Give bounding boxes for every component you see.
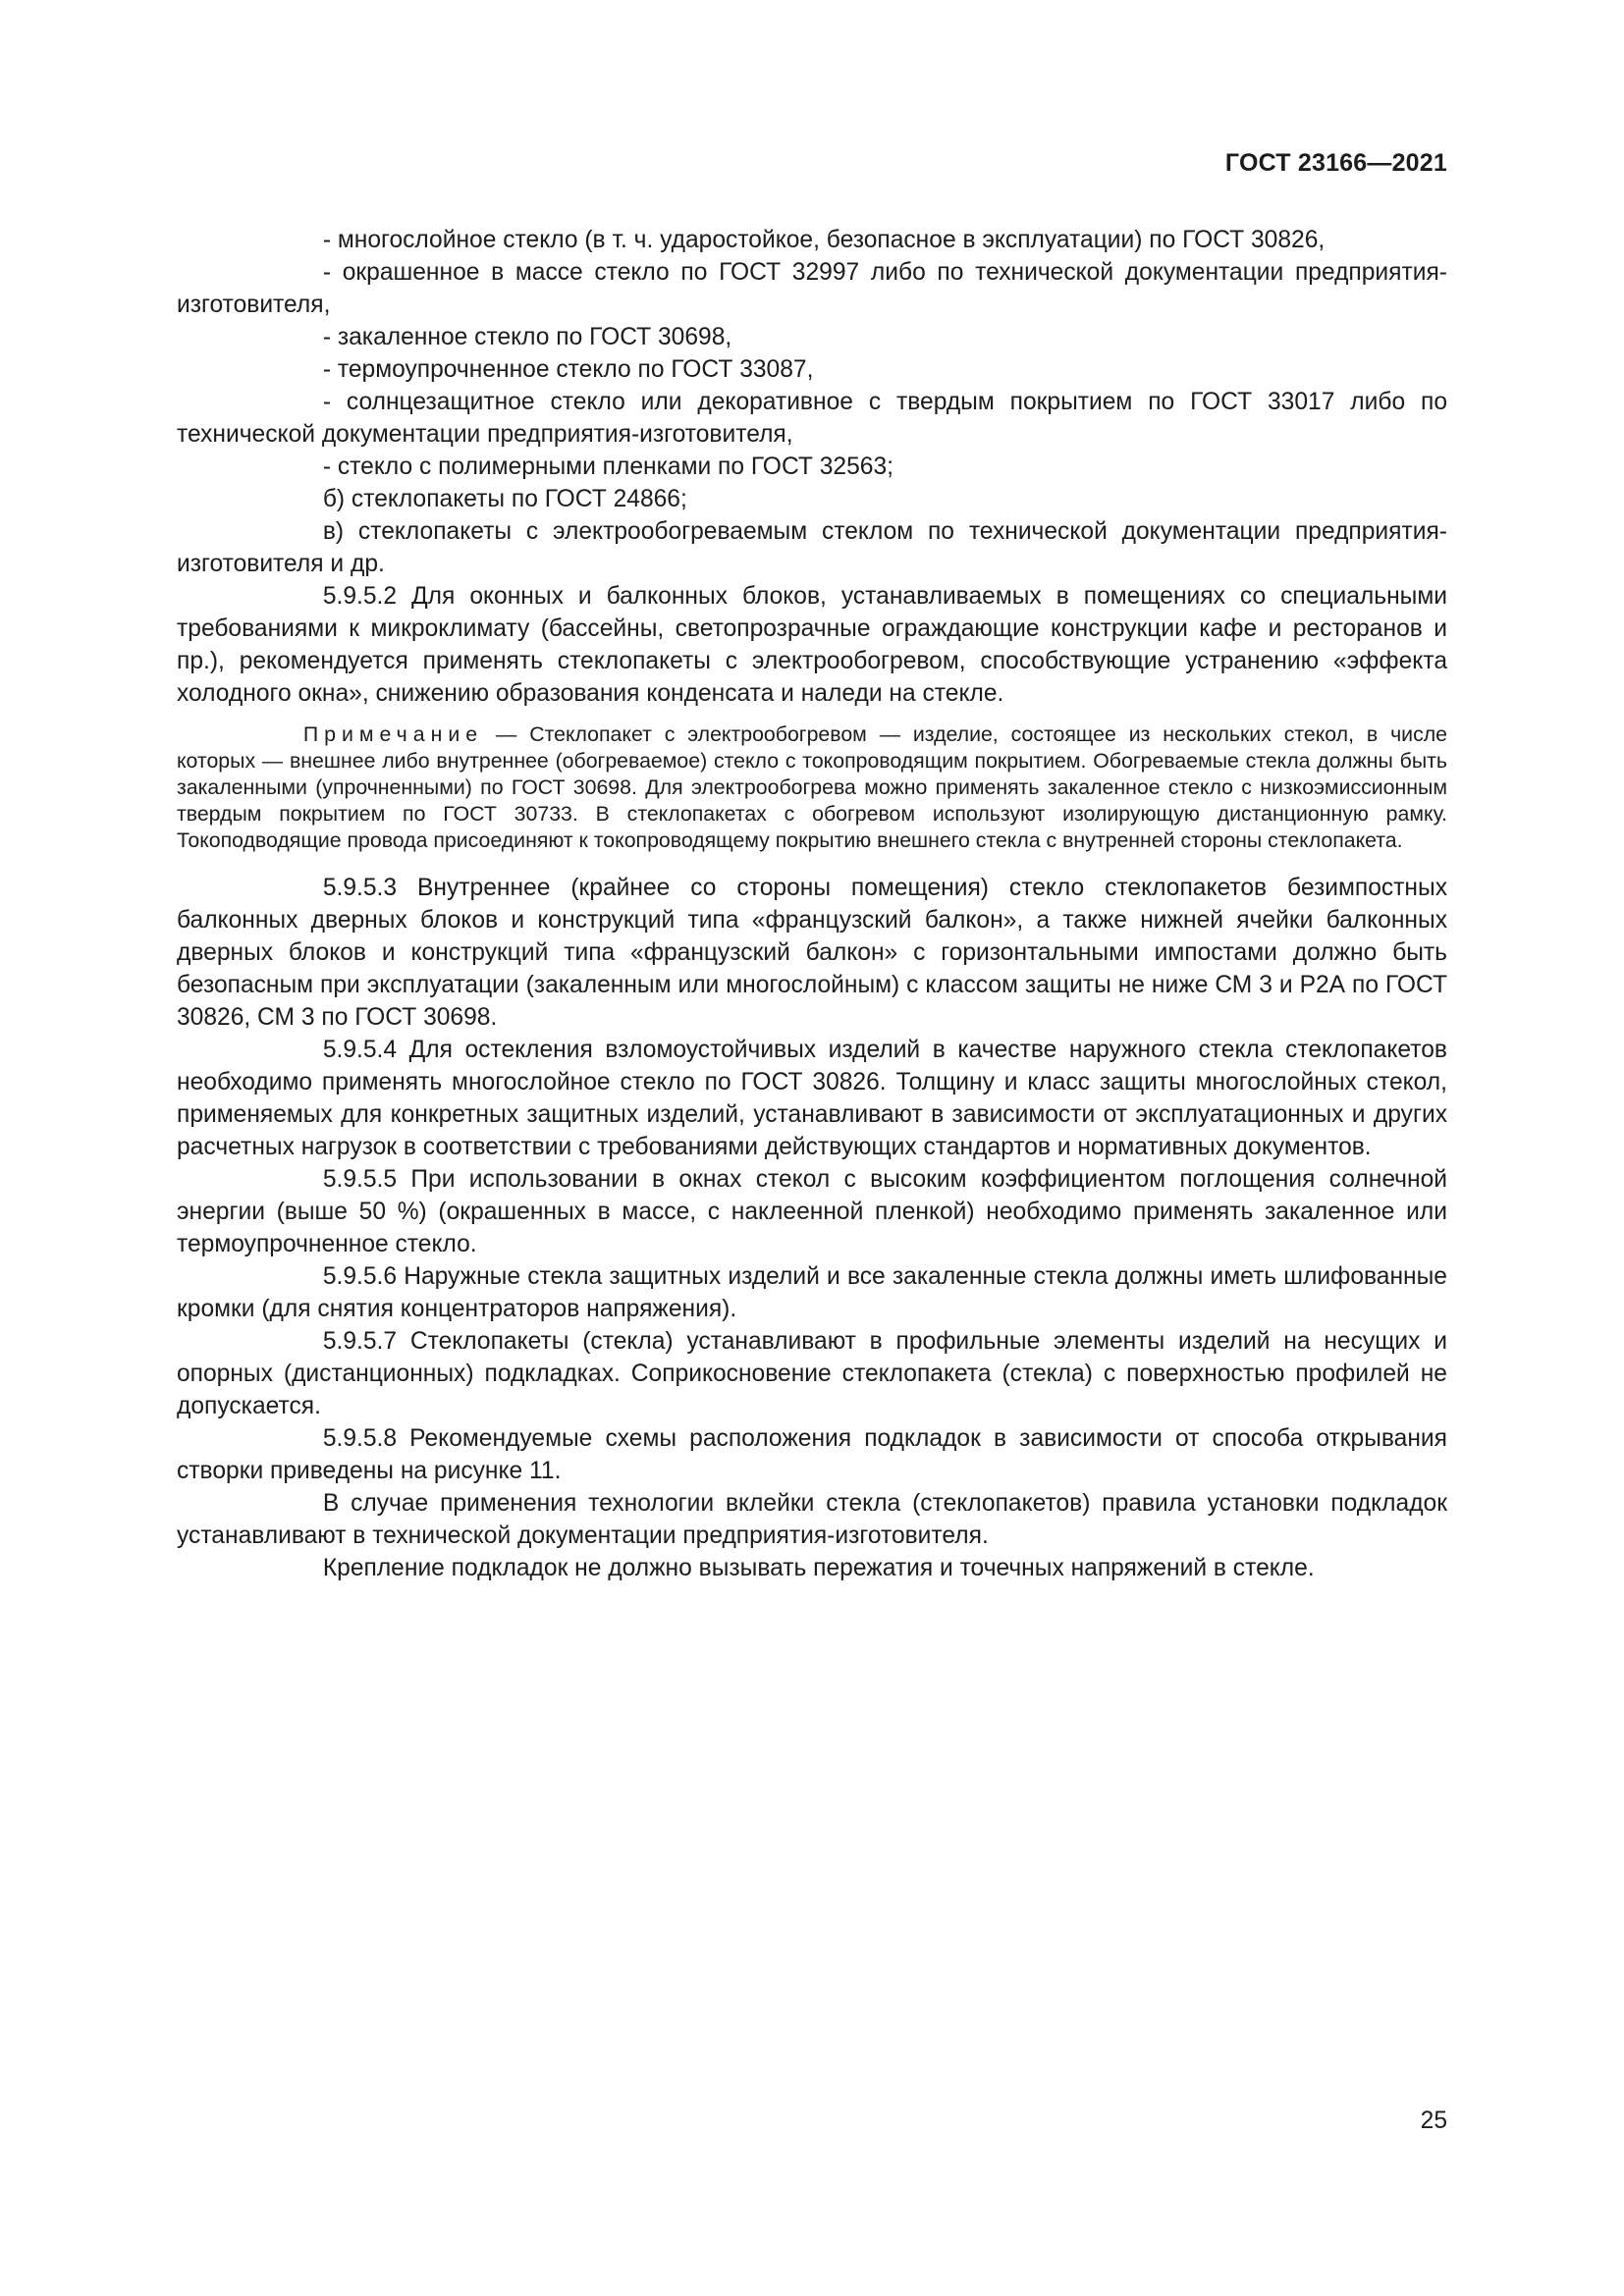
clause-5-9-5-6: 5.9.5.6 Наружные стекла защитных изделий и все закаленные стекла должны иметь шлифованные кромки (для снятия концентраторов напряжения). (177, 1263, 1447, 1322)
clause-5-9-5-3: 5.9.5.3 Внутреннее (крайнее со стороны помещения) стекло стеклопакетов безимпостных балконных дверных блоков и конструкций типа «французский балкон», а также нижней ячейки балконных дверных блоков и конструкций типа «французский балкон» с горизонтальными импостами должно быть безопасным при эксплуатации (закаленным или многослойным) с классом защиты не ниже СМ 3 и Р2А по ГОСТ 30826, СМ 3 по ГОСТ 30698. (177, 875, 1447, 1031)
clause-5-9-5-5: 5.9.5.5 При использовании в окнах стекол с высоким коэффициентом поглощения солнечной энергии (выше 50 %) (окрашенных в массе, с наклеенной пленкой) необходимо применять закаленное или термоупрочненное стекло. (177, 1166, 1447, 1257)
note-text: — Стеклопакет с электрообогревом — изделие, состоящее из нескольких стекол, в числе которых — внешнее либо внутреннее (обогреваемое) стекло с токопроводящим покрытием. Обогреваемые стекла должны быть закаленными (упрочненными) по ГОСТ 30698. Для электрообогрева можно применять закаленное стекло с низкоэмиссионным твердым покрытием по ГОСТ 30733. В стеклопакетах с обогревом используют изолирующую дистанционную рамку. Токоподводящие провода присоединяют к токопроводящему покрытию внешнего стекла с внутренней стороны стеклопакета. (177, 722, 1448, 852)
document-header: ГОСТ 23166—2021 (1224, 149, 1447, 177)
document-body (177, 224, 1447, 1584)
list-item-heat-strengthened-glass: - термоупрочненное стекло по ГОСТ 33087, (322, 356, 814, 383)
list-item-heated-glass-units: в) стеклопакеты с электрообогреваемым стеклом по технической документации предприятия-изготовителя и др. (177, 518, 1447, 577)
list-item-solar-control-glass: - солнцезащитное стекло или декоративное с твердым покрытием по ГОСТ 33017 либо по технической документации предприятия-изготовителя, (177, 389, 1447, 448)
list-item-tinted-glass: - окрашенное в массе стекло по ГОСТ 32997 либо по технической документации предприятия-изготовителя, (177, 259, 1447, 318)
note-label: Примечание (302, 722, 484, 746)
paragraph-adhesive-glazing: В случае применения технологии вклейки стекла (стеклопакетов) правила установки подкладок устанавливают в технической документации предприятия-изготовителя. (177, 1490, 1447, 1549)
list-item-insulating-glass-units: б) стеклопакеты по ГОСТ 24866; (322, 486, 687, 512)
clause-5-9-5-4: 5.9.5.4 Для остекления взломоустойчивых изделий в качестве наружного стекла стеклопакетов необходимо применять многослойное стекло по ГОСТ 30826. Толщину и класс защиты многослойных стекол, применяемых для конкретных защитных изделий, устанавливают в зависимости от эксплуатационных и других расчетных нагрузок в соответствии с требованиями действующих стандартов и нормативных документов. (177, 1037, 1447, 1160)
list-item-laminated-glass: - многослойное стекло (в т. ч. ударостойкое, безопасное в эксплуатации) по ГОСТ 30826, (322, 227, 1326, 253)
note-block (177, 721, 1447, 854)
page-number: 25 (1420, 2108, 1447, 2134)
clause-5-9-5-8: 5.9.5.8 Рекомендуемые схемы расположения подкладок в зависимости от способа открывания створки приведены на рисунке 11. (177, 1425, 1447, 1484)
clause-5-9-5-2: 5.9.5.2 Для оконных и балконных блоков, устанавливаемых в помещениях со специальными требованиями к микроклимату (бассейны, светопрозрачные ограждающие конструкции кафе и ресторанов и пр.), рекомендуется применять стеклопакеты с электрообогревом, способствующие устранению «эффекта холодного окна», снижению образования конденсата и наледи на стекле. (177, 583, 1447, 707)
clause-5-9-5-7: 5.9.5.7 Стеклопакеты (стекла) устанавливают в профильные элементы изделий на несущих и опорных (дистанционных) подкладках. Соприкосновение стеклопакета (стекла) с поверхностью профилей не допускается. (177, 1328, 1447, 1419)
list-item-polymer-film-glass: - стекло с полимерными пленками по ГОСТ 32563; (322, 454, 893, 480)
list-item-tempered-glass: - закаленное стекло по ГОСТ 30698, (322, 324, 732, 350)
paragraph-setting-blocks: Крепление подкладок не должно вызывать пережатия и точечных напряжений в стекле. (322, 1555, 1315, 1581)
